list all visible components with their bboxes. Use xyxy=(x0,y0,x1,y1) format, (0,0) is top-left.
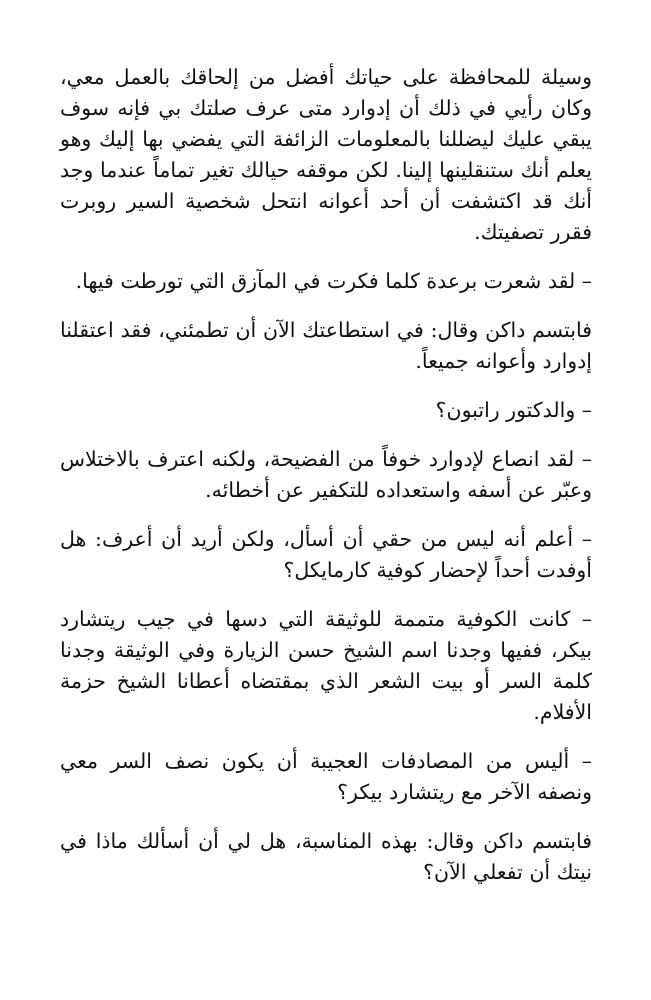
paragraph: – لقد انصاع لإدوارد خوفاً من الفضيحة، ولكنه اعترف بالاختلاس وعبّر عن أسفه واستعداده للتكفير عن أخطائه. xyxy=(60,447,592,502)
paragraph: – لقد شعرت برعدة كلما فكرت في المآزق التي تورطت فيها. xyxy=(75,269,592,293)
paragraph: – أعلم أنه ليس من حقي أن أسأل، ولكن أريد أن أعرف: هل أوفدت أحداً لإحضار كوفية كارمايكل؟ xyxy=(60,527,592,582)
paragraph: فابتسم داكن وقال: بهذه المناسبة، هل لي أن أسألك ماذا في نيتك أن تفعلي الآن؟ xyxy=(60,829,592,884)
paragraph: فابتسم داكن وقال: في استطاعتك الآن أن تطمئني، فقد اعتقلنا إدوارد وأعوانه جميعاً. xyxy=(60,318,592,373)
book-page-text xyxy=(60,62,592,906)
paragraph: – أليس من المصادفات العجيبة أن يكون نصف السر معي ونصفه الآخر مع ريتشارد بيكر؟ xyxy=(60,749,592,804)
paragraph: – والدكتور راتبون؟ xyxy=(435,398,592,422)
paragraph: وسيلة للمحافظة على حياتك أفضل من إلحاقك بالعمل معي، وكان رأيي في ذلك أن إدوارد متى عرف صلتك بي فإنه سوف يبقي عليك ليضللنا بالمعلومات الزائفة التي يفضي بها إليك وهو يعلم أنك ستنقلينها إلينا. لكن موقفه حيالك تغير تماماً عندما وجد أنك قد اكتشفت أن أحد أعوانه انتحل شخصية السير روبرت فقرر تصفيتك. xyxy=(60,65,592,244)
paragraph: – كانت الكوفية متممة للوثيقة التي دسها في جيب ريتشارد بيكر، ففيها وجدنا اسم الشيخ حسن الزيارة وفي الوثيقة وجدنا كلمة السر أو بيت الشعر الذي بمقتضاه أعطانا الشيخ حزمة الأفلام. xyxy=(60,607,592,724)
